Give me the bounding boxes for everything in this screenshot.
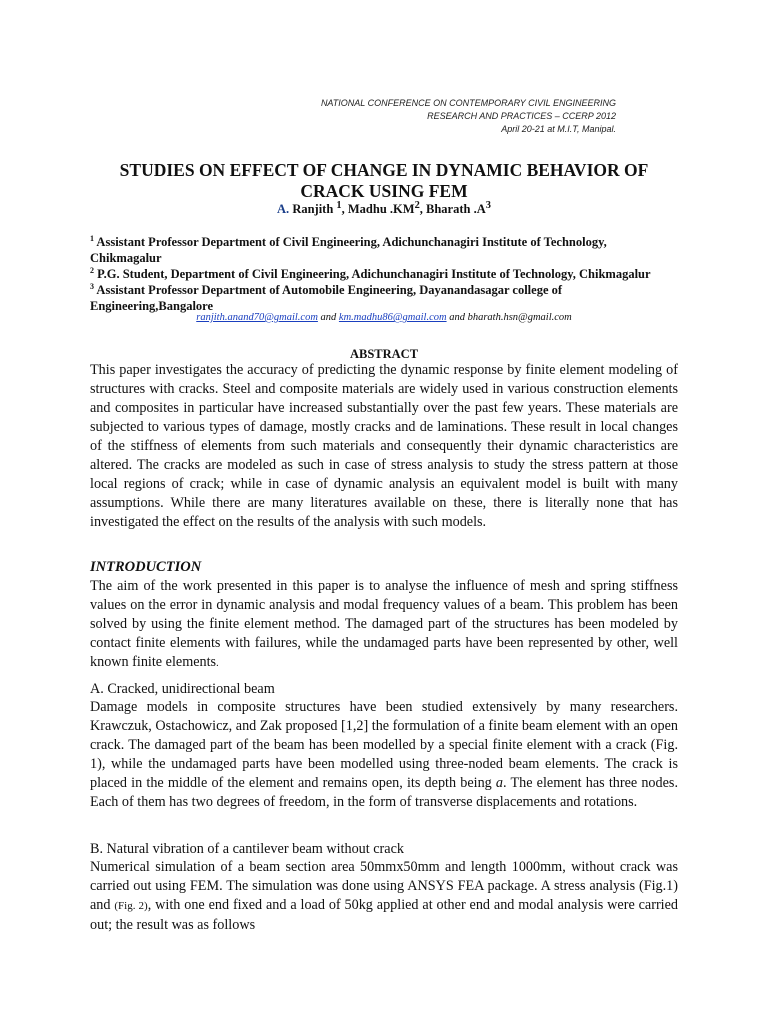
section-a-italic: a (495, 775, 504, 791)
affiliation-3-sup: 3 (90, 282, 94, 291)
abstract-heading: ABSTRACT (349, 347, 419, 361)
affiliation-1-text: Assistant Professor Department of Civil Engineering, Adichunchanagiri Institute of Technology, Chikmagalur (90, 235, 607, 266)
introduction-end: . (216, 658, 219, 669)
introduction-body: The aim of the work presented in this paper is to analyse the influence of mesh and spring stiffness values on the error in dynamic analysis and modal frequency values of a beam. This problem has been solved by using the finite element method. The damaged part of the structures has been modeled by contact finite elements with failures, while the undamaged parts have been represented by other, well known finite elements (90, 578, 678, 670)
introduction-text (90, 577, 678, 673)
affiliation-1 (90, 231, 678, 266)
conference-line-1: NATIONAL CONFERENCE ON CONTEMPORARY CIVIL ENGINEERING (320, 98, 616, 108)
email-and-2: and bharath.hsn@gmail.com (446, 312, 572, 323)
conference-line-3: April 20-21 at M.I.T, Manipal. (501, 124, 616, 134)
conference-line-2: RESEARCH AND PRACTICES – CCERP 2012 (427, 111, 616, 121)
author-1-initial: A. (277, 202, 290, 217)
author-1-name: Ranjith (289, 202, 337, 217)
author-3-sup: 3 (485, 200, 491, 211)
section-a-heading: A. Cracked, unidirectional beam (90, 681, 275, 697)
author-2-sup: 2 (414, 200, 420, 211)
email-link-2[interactable]: km.madhu86@gmail.com (338, 312, 447, 323)
section-a-text (90, 698, 678, 812)
section-b-heading: B. Natural vibration of a cantilever beam without crack (90, 841, 404, 857)
section-b-body-2: , with one end fixed and a load of 50kg applied at other end and modal analysis were carried out; the result was as follows (90, 897, 679, 933)
affiliation-3-text: Assistant Professor Department of Automobile Engineering, Dayanandasagar college of Engineering,Bangalore (90, 283, 563, 314)
introduction-heading: INTRODUCTION (90, 559, 202, 575)
author-1-sup: 1 (336, 200, 342, 211)
section-b-body-1: Numerical simulation of a beam section area 50mmx50mm and length 1000mm, without crack was carried out using FEM. The simulation was done using ANSYS FEA package. A stress analysis (Fig.1) and (90, 859, 678, 913)
affiliation-3 (90, 279, 678, 314)
section-a-body-2: . The element has three nodes. Each of them has two degrees of freedom, in the form of transverse displacements and rotations. (90, 775, 678, 810)
conference-header (321, 97, 616, 136)
email-and-1: and (317, 312, 339, 323)
paper-title: STUDIES ON EFFECT OF CHANGE IN DYNAMIC BEHAVIOR OF CRACK USING FEM (119, 160, 649, 201)
section-a-body-1: Damage models in composite structures have been studied extensively by many researchers. Krawczuk, Ostachowicz, and Zak proposed [1,2] the formulation of a finite beam element with an open crack. The damaged part of the beam has been modelled by a special finite element with a crack (Fig. 1), while the undamaged parts have been modelled using three-noded beam elements. The crack is placed in the middle of the element and remains open, its depth being (90, 699, 678, 791)
author-list (90, 200, 678, 217)
email-link-1[interactable]: ranjith.anand70@gmail.com (196, 312, 318, 323)
affiliation-2-sup: 2 (90, 266, 94, 275)
section-b-text (90, 858, 678, 935)
affiliation-2-text: P.G. Student, Department of Civil Engineering, Adichunchanagiri Institute of Technology, Chikmagalur (94, 267, 651, 282)
author-3-name: , Bharath .A (419, 202, 486, 217)
author-emails (90, 312, 678, 323)
affiliation-1-sup: 1 (90, 234, 94, 243)
author-2-name: , Madhu .KM (341, 202, 415, 217)
abstract-text: This paper investigates the accuracy of predicting the dynamic response by finite element modeling of structures with cracks. Steel and composite materials are widely used in various construction elements and composites in particular have increased substantially over the past few years. These materials are subjected to various types of damage, mostly cracks and de laminations. These result in local changes of the stiffness of elements from such materials and consequently their dynamic characteristics are altered. The cracks are modeled as such in case of stress analysis to study the stress pattern at those local regions of crack; while in case of dynamic analysis an equivalent model is built with many assumptions. While there are many literatures available on these, there is literally none that has investigated the effect on the results of the analysis with such models. (90, 362, 678, 530)
section-b-fig-ref: (Fig. 2) (114, 900, 148, 912)
